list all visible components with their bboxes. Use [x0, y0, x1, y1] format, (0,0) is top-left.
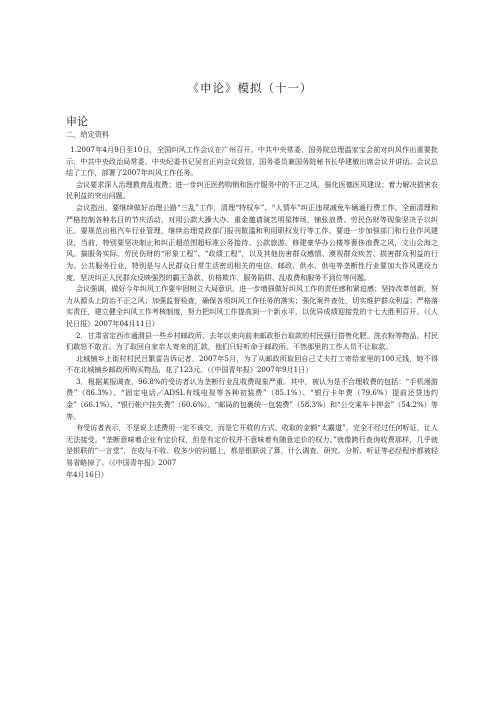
- document-title: 《申论》模拟（十一）: [187, 81, 313, 95]
- paragraph: 北城铺乡上街村村民吕繁雷告诉记者，2007年5月，为了从邮政所取回自己丈夫打工寄给家里的100元钱，她不得不在北城铺乡邮政所购买物品，花了123元。（《中国青年报》2007年9月1日）: [66, 353, 438, 375]
- document-body: [66, 144, 438, 480]
- paragraph: 会议指出，要继续做好治理公路“三乱”工作，清理“特权车”、“人情车”纠正违规减免车辆通行费工作。全面清理和严格控制各种名目的节庆活动，对用公款大操大办、重金邀请演艺明星捧场，铺张浪费、劳民伤财等现象坚决予以纠正。要规范出租汽车行业管理，继续治理党政部门报刊散滥和利用职权发行等工作。要进一步加强部门和行业作风建设，当前，特别要坚决制止和纠正超范围超标准公务接待、公款旅游、修建豪华办公楼等奢侈浪费之风，文山会海之风。搞服务实际、劳民伤财的“形象工程”、“政绩工程”，以及其他伤害群众感情、漠视群众疾苦、损害群众利益的行为。公共服务行业，特别是与人民群众日常生活密切相关的电信、邮政、供水、供电等垄断性行业要加大作风建设力度，坚决纠正人民群众反映强烈的霸王条款、价格欺诈、服务陷阱、乱收费和服务不到位等问题。: [66, 202, 438, 282]
- paragraph: 会议要求深入治理教育乱收费；进一步纠正医药购销和医疗服务中的不正之风，强化医德医风建设；着力解决损害农民利益的突出问题。: [66, 179, 438, 201]
- paragraph: 3．根据某报调查，96.8%的受访者认为垄断行业乱收费现象严重。其中，被认为是不合理收费的包括：“手机漫游费”（86.3%）、“固定电话／ADSL有线电视等各种初装费”（85.1%）、“银行卡年费（79.6%）提前还贷违约金”（66.1%）、“银行帐户挂失费”（60.6%）、“邮局的包裹统一包装费”（58.3%）和“公交乘车卡押金”（54.2%）等等。: [66, 376, 438, 421]
- paragraph: 1.2007年4月9日至10日，全国纠风工作会议在广州召开。中共中央常委、国务院总理温家宝会前对纠风作出重要批示，中共中央政治局常委、中央纪委书记吴官正向会议致信，国务委员兼国务院秘书长华建敏出席会议并讲话。会议总结了工作，部署了2007年纠风工作任务。: [66, 145, 438, 178]
- subsection-label: 二、给定资料: [66, 130, 110, 139]
- paragraph: 年4月16日）: [66, 469, 108, 479]
- paragraph: 2．甘肃省定西市通渭县一些乡村邮政所，去年以来向前来邮政柜台取款的村民强行搭售化肥、洗衣粉等物品，村民们敢怒不敢言。为了取回自家亲人寄来的汇款，他们只好听命于邮政所。不然那里的工作人员不让取款。: [66, 330, 438, 352]
- paragraph: 会议强调，做好今年纠风工作要牢固树立大局意识，进一步增强做好纠风工作的责任感和紧迫感；坚持改革创新，努力从源头上防治不正之风；加强监督检查，确保各项纠风工作任务的落实；强化案件查处，切实维护群众利益；严格落实责任，建立健全纠风工作考核制度，努力把纠风工作提高到一个新水平，以优异成绩迎接党的十七大胜利召开。（《人民日报》2007年04月11日）: [66, 284, 438, 328]
- paragraph: 有受访者表示，不是说上述费用一定不该交，而是它开收的方式、收取的金额“太霸道”，完全不经过任何听证，让人无法接受。“垄断意味着企业有定价权，但是有定价权并不意味着有随意定价的权力。”就像跨行查询收费那样，几乎就是银联的“一言堂”，在收与不收、收多少的问题上，都是银联说了算，什么调查、研究、分析、听证等必经程序都被轻易省略掉了。（《中国青年报》2007: [66, 423, 438, 468]
- section-heading: 申论: [66, 115, 88, 128]
